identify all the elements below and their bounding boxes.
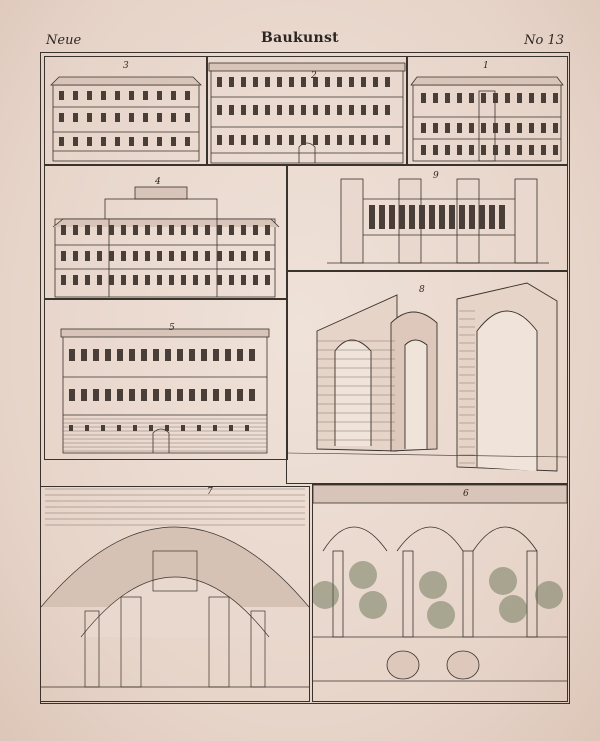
figure-6-drawing xyxy=(313,485,567,701)
plate-number: No 13 xyxy=(524,33,564,48)
figure-9-drawing xyxy=(287,165,567,271)
figure-1-palace-facade xyxy=(406,56,568,166)
figure-2-number: 2 xyxy=(311,71,317,81)
figure-3-number: 3 xyxy=(123,61,129,71)
plate-title: Baukunst xyxy=(261,30,339,46)
figure-8-number: 8 xyxy=(419,285,425,295)
figure-7-drawing xyxy=(41,487,309,701)
figure-6-cloister-courtyard xyxy=(312,484,568,702)
figure-4-villa-elevation xyxy=(44,164,288,300)
figure-5-number: 5 xyxy=(169,323,175,333)
figure-9-cloister-elevation xyxy=(286,164,568,272)
figure-2-palace-facade xyxy=(206,56,408,166)
header-left-text: Neue xyxy=(46,33,82,48)
figure-3-palace-facade xyxy=(44,56,208,166)
figure-3-drawing xyxy=(45,57,207,165)
figure-7-domed-interior xyxy=(40,486,310,702)
figure-5-palazzo-facade xyxy=(44,298,288,460)
figure-1-drawing xyxy=(407,57,567,165)
figure-7-number: 7 xyxy=(207,487,213,497)
figure-2-drawing xyxy=(207,57,407,165)
figure-8-roman-arches xyxy=(286,270,568,484)
figure-4-number: 4 xyxy=(155,177,161,187)
figure-1-number: 1 xyxy=(483,61,489,71)
figure-5-drawing xyxy=(45,299,287,459)
figure-6-number: 6 xyxy=(463,489,469,499)
figure-4-drawing xyxy=(45,165,287,299)
figure-8-drawing xyxy=(287,271,567,483)
figure-9-number: 9 xyxy=(433,171,439,181)
